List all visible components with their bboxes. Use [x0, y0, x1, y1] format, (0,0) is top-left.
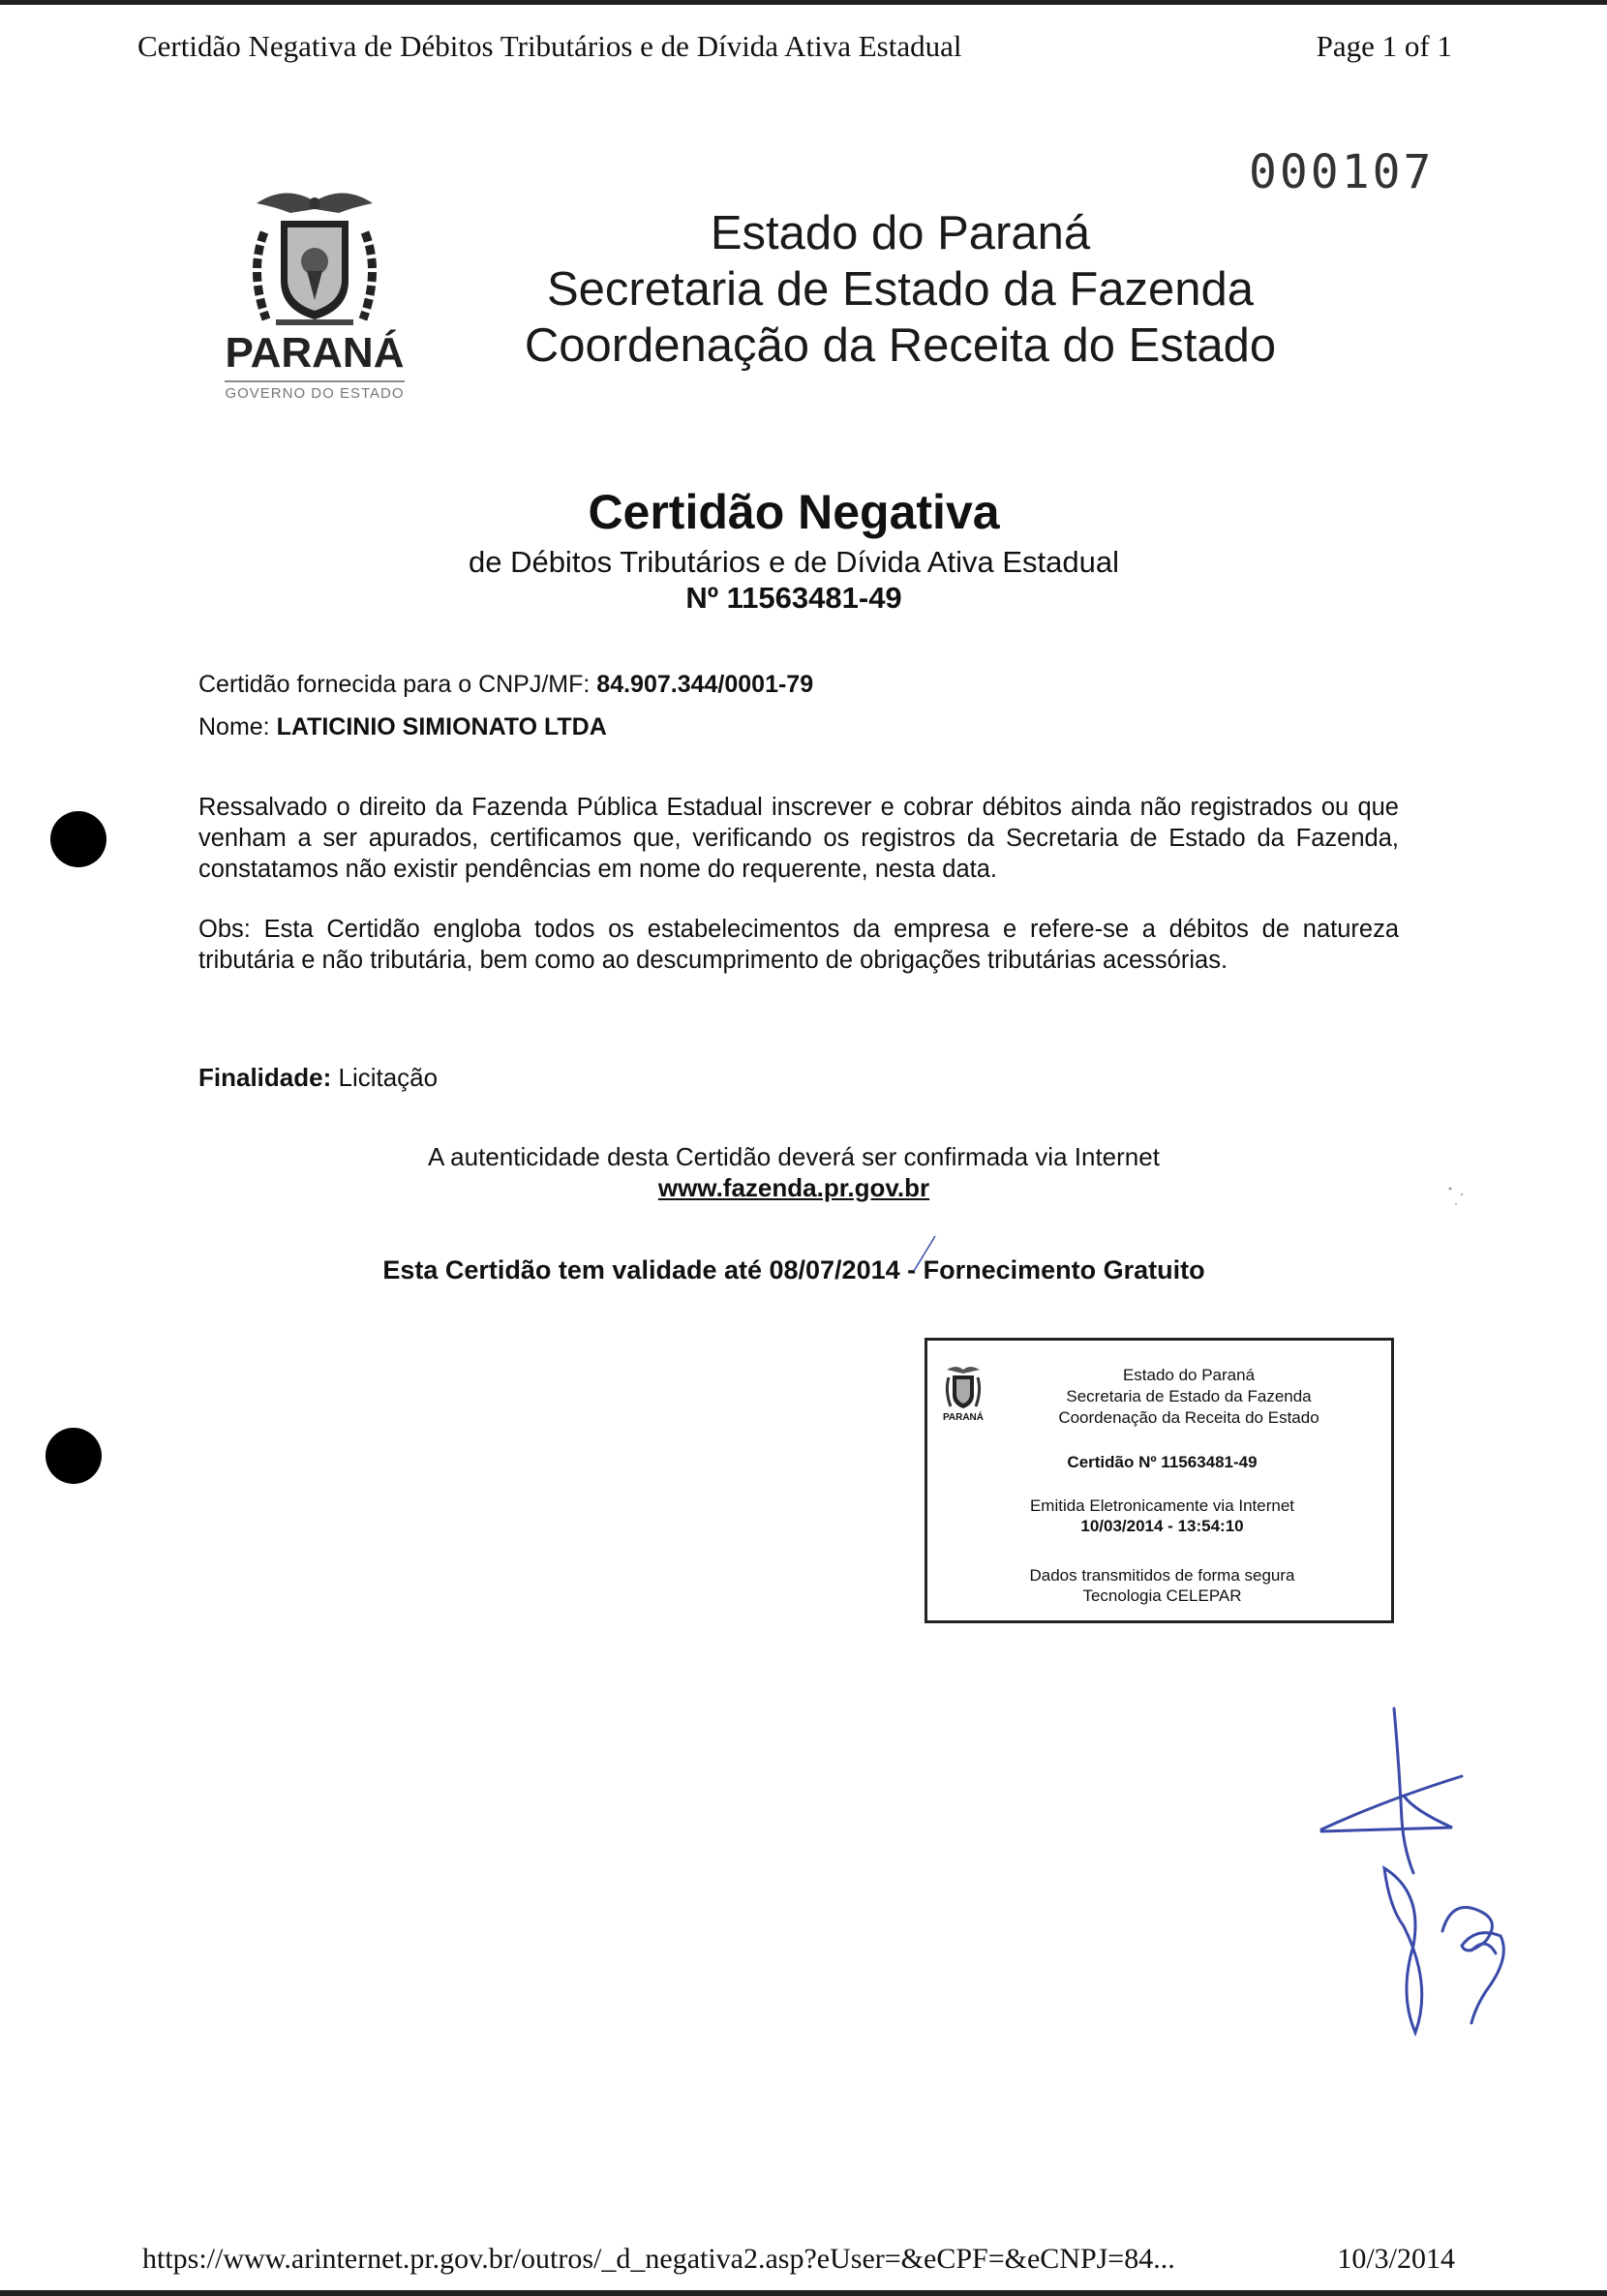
name-value: LATICINIO SIMIONATO LTDA — [276, 713, 607, 740]
handwritten-signature — [1307, 1704, 1568, 2042]
pen-stroke-mark — [910, 1234, 939, 1273]
purpose-line — [198, 1063, 438, 1093]
certification-paragraph: Ressalvado o direito da Fazenda Pública Estadual inscrever e cobrar débitos ainda não registrados ou que venham a ser apurados, certificamos que, verificando os registros da Secretaria de Estado da Fazenda, constatamos não existir pendências em nome do requerente, nesta data. — [198, 794, 1399, 883]
header-secretariat: Secretaria de Estado da Fazenda — [546, 263, 1255, 316]
certificate-number: Nº 11563481-49 — [685, 581, 902, 615]
header-state: Estado do Paraná — [710, 207, 1091, 259]
purpose-label: Finalidade: — [198, 1063, 332, 1092]
authenticity-link[interactable]: www.fazenda.pr.gov.br — [657, 1173, 930, 1202]
stamp-state: Estado do Paraná — [1122, 1366, 1256, 1384]
browser-print-header-title: Certidão Negativa de Débitos Tributários e de Dívida Ativa Estadual — [137, 29, 962, 63]
stamp-technology: Tecnologia CELEPAR — [1082, 1586, 1242, 1605]
stamp-header — [985, 1365, 1392, 1429]
validity-statement: Esta Certidão tem validade até 08/07/2014 - Fornecimento Gratuito — [382, 1255, 1205, 1284]
logo-wordmark: PARANÁ — [225, 329, 405, 377]
cnpj-value: 84.907.344/0001-79 — [596, 671, 814, 698]
name-line — [198, 713, 607, 741]
issuer-header — [513, 205, 1288, 374]
scan-top-edge — [0, 0, 1607, 5]
punch-hole — [45, 1428, 102, 1484]
stamp-transmission: Dados transmitidos de forma segura — [1029, 1566, 1295, 1585]
stamp-issued-text: Emitida Eletronicamente via Internet — [1029, 1496, 1295, 1515]
logo-subtitle: GOVERNO DO ESTADO — [225, 385, 405, 402]
stamp-secretariat: Secretaria de Estado da Fazenda — [1066, 1387, 1312, 1405]
browser-print-footer-url: https://www.arinternet.pr.gov.br/outros/_d_negativa2.asp?eUser=&eCPF=&eCNPJ=84... — [142, 2243, 1175, 2275]
scan-bottom-edge — [0, 2290, 1607, 2296]
cnpj-line — [198, 671, 813, 699]
stamp-issued-datetime: 10/03/2014 - 13:54:10 — [1080, 1517, 1244, 1535]
scan-specks — [1442, 1181, 1471, 1210]
browser-print-footer-date: 10/3/2014 — [1337, 2243, 1455, 2275]
browser-print-page-counter: Page 1 of 1 — [1316, 29, 1452, 63]
stamp-certificate-number: Certidão Nº 11563481-49 — [1067, 1453, 1258, 1471]
stamp-coordination: Coordenação da Receita do Estado — [1058, 1408, 1319, 1427]
header-coordination: Coordenação da Receita do Estado — [524, 319, 1277, 372]
certificate-subtitle: de Débitos Tributários e de Dívida Ativa Estadual — [468, 545, 1120, 579]
name-label: Nome: — [198, 713, 270, 740]
stamped-document-number: 000107 — [1249, 145, 1435, 199]
certificate-title: Certidão Negativa — [588, 485, 1000, 539]
electronic-issuance-stamp — [925, 1338, 1394, 1623]
cnpj-label: Certidão fornecida para o CNPJ/MF: — [198, 671, 591, 698]
stamp-logo-wordmark: PARANÁ — [942, 1412, 985, 1423]
punch-hole — [50, 811, 106, 867]
authenticity-note: A autenticidade desta Certidão deverá ser confirmada via Internet — [428, 1142, 1160, 1171]
observation-paragraph: Obs: Esta Certidão engloba todos os estabelecimentos da empresa e refere-se a débitos de natureza tributária e não tributária, bem como ao descumprimento de obrigações tributárias acessórias. — [198, 916, 1399, 974]
purpose-value: Licitação — [338, 1063, 439, 1092]
logo-divider — [225, 380, 405, 382]
